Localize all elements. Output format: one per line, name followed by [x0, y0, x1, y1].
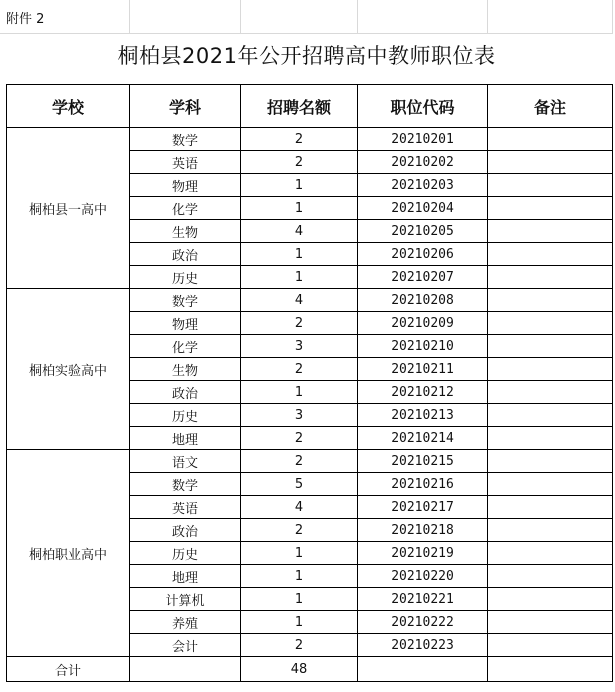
subject-cell: 生物 — [130, 358, 241, 381]
code-cell: 20210222 — [358, 611, 488, 634]
code-cell: 20210214 — [358, 427, 488, 450]
code-cell: 20210217 — [358, 496, 488, 519]
count-cell: 2 — [241, 312, 358, 335]
note-cell — [488, 289, 613, 312]
subject-cell: 会计 — [130, 634, 241, 657]
count-cell: 2 — [241, 151, 358, 174]
count-cell: 2 — [241, 634, 358, 657]
count-cell: 1 — [241, 381, 358, 404]
note-cell — [488, 565, 613, 588]
table-row — [7, 289, 613, 312]
note-cell — [488, 151, 613, 174]
header-note: 备注 — [488, 85, 613, 128]
note-cell — [488, 174, 613, 197]
code-cell: 20210210 — [358, 335, 488, 358]
count-cell: 1 — [241, 266, 358, 289]
table-row — [7, 128, 613, 151]
total-subject-cell — [130, 657, 241, 682]
attachment-label: 附件 2 — [6, 12, 45, 27]
subject-cell: 数学 — [130, 128, 241, 151]
subject-cell: 地理 — [130, 427, 241, 450]
note-cell — [488, 634, 613, 657]
code-cell: 20210221 — [358, 588, 488, 611]
note-cell — [488, 519, 613, 542]
count-cell: 2 — [241, 427, 358, 450]
subject-cell: 英语 — [130, 151, 241, 174]
count-cell: 1 — [241, 542, 358, 565]
note-cell — [488, 496, 613, 519]
total-code-cell — [358, 657, 488, 682]
count-cell: 4 — [241, 289, 358, 312]
gridline — [129, 0, 130, 33]
gridline — [487, 0, 488, 33]
page-title: 桐柏县2021年公开招聘高中教师职位表 — [117, 44, 496, 68]
note-cell — [488, 197, 613, 220]
school-cell: 桐柏职业高中 — [7, 450, 130, 657]
code-cell: 20210212 — [358, 381, 488, 404]
subject-cell: 语文 — [130, 450, 241, 473]
header-school: 学校 — [7, 85, 130, 128]
count-cell: 3 — [241, 404, 358, 427]
note-cell — [488, 312, 613, 335]
note-cell — [488, 220, 613, 243]
header-subject: 学科 — [130, 85, 241, 128]
school-cell: 桐柏县一高中 — [7, 128, 130, 289]
note-cell — [488, 588, 613, 611]
count-cell: 4 — [241, 496, 358, 519]
count-cell: 1 — [241, 611, 358, 634]
note-cell — [488, 473, 613, 496]
code-cell: 20210218 — [358, 519, 488, 542]
subject-cell: 政治 — [130, 381, 241, 404]
count-cell: 4 — [241, 220, 358, 243]
header-row — [7, 85, 613, 128]
subject-cell: 养殖 — [130, 611, 241, 634]
subject-cell: 政治 — [130, 243, 241, 266]
note-cell — [488, 381, 613, 404]
gridline — [612, 0, 613, 33]
code-cell: 20210206 — [358, 243, 488, 266]
note-cell — [488, 358, 613, 381]
note-cell — [488, 427, 613, 450]
note-cell — [488, 542, 613, 565]
note-cell — [488, 404, 613, 427]
subject-cell: 计算机 — [130, 588, 241, 611]
code-cell: 20210220 — [358, 565, 488, 588]
table-body — [7, 128, 613, 657]
table-row — [7, 450, 613, 473]
code-cell: 20210211 — [358, 358, 488, 381]
code-cell: 20210216 — [358, 473, 488, 496]
note-cell — [488, 611, 613, 634]
note-cell — [488, 335, 613, 358]
count-cell: 1 — [241, 174, 358, 197]
subject-cell: 物理 — [130, 174, 241, 197]
count-cell: 1 — [241, 197, 358, 220]
code-cell: 20210201 — [358, 128, 488, 151]
count-cell: 1 — [241, 565, 358, 588]
subject-cell: 地理 — [130, 565, 241, 588]
gridline — [357, 0, 358, 33]
code-cell: 20210203 — [358, 174, 488, 197]
subject-cell: 物理 — [130, 312, 241, 335]
top-row — [0, 0, 613, 33]
subject-cell: 生物 — [130, 220, 241, 243]
count-cell: 3 — [241, 335, 358, 358]
count-cell: 2 — [241, 519, 358, 542]
gridline — [240, 0, 241, 33]
header-code: 职位代码 — [358, 85, 488, 128]
gridline — [0, 33, 613, 34]
note-cell — [488, 450, 613, 473]
count-cell: 2 — [241, 450, 358, 473]
count-cell: 2 — [241, 128, 358, 151]
subject-cell: 化学 — [130, 197, 241, 220]
subject-cell: 数学 — [130, 289, 241, 312]
note-cell — [488, 243, 613, 266]
code-cell: 20210202 — [358, 151, 488, 174]
count-cell: 5 — [241, 473, 358, 496]
code-cell: 20210209 — [358, 312, 488, 335]
note-cell — [488, 266, 613, 289]
total-count: 48 — [241, 657, 358, 682]
subject-cell: 历史 — [130, 266, 241, 289]
count-cell: 1 — [241, 243, 358, 266]
header-count: 招聘名额 — [241, 85, 358, 128]
total-label: 合计 — [7, 657, 130, 682]
code-cell: 20210213 — [358, 404, 488, 427]
subject-cell: 英语 — [130, 496, 241, 519]
code-cell: 20210215 — [358, 450, 488, 473]
positions-table — [6, 84, 613, 682]
total-note-cell — [488, 657, 613, 682]
code-cell: 20210207 — [358, 266, 488, 289]
note-cell — [488, 128, 613, 151]
subject-cell: 数学 — [130, 473, 241, 496]
code-cell: 20210219 — [358, 542, 488, 565]
total-row — [7, 657, 613, 682]
count-cell: 2 — [241, 358, 358, 381]
code-cell: 20210223 — [358, 634, 488, 657]
subject-cell: 化学 — [130, 335, 241, 358]
subject-cell: 历史 — [130, 542, 241, 565]
subject-cell: 政治 — [130, 519, 241, 542]
code-cell: 20210208 — [358, 289, 488, 312]
count-cell: 1 — [241, 588, 358, 611]
school-cell: 桐柏实验高中 — [7, 289, 130, 450]
subject-cell: 历史 — [130, 404, 241, 427]
code-cell: 20210204 — [358, 197, 488, 220]
code-cell: 20210205 — [358, 220, 488, 243]
